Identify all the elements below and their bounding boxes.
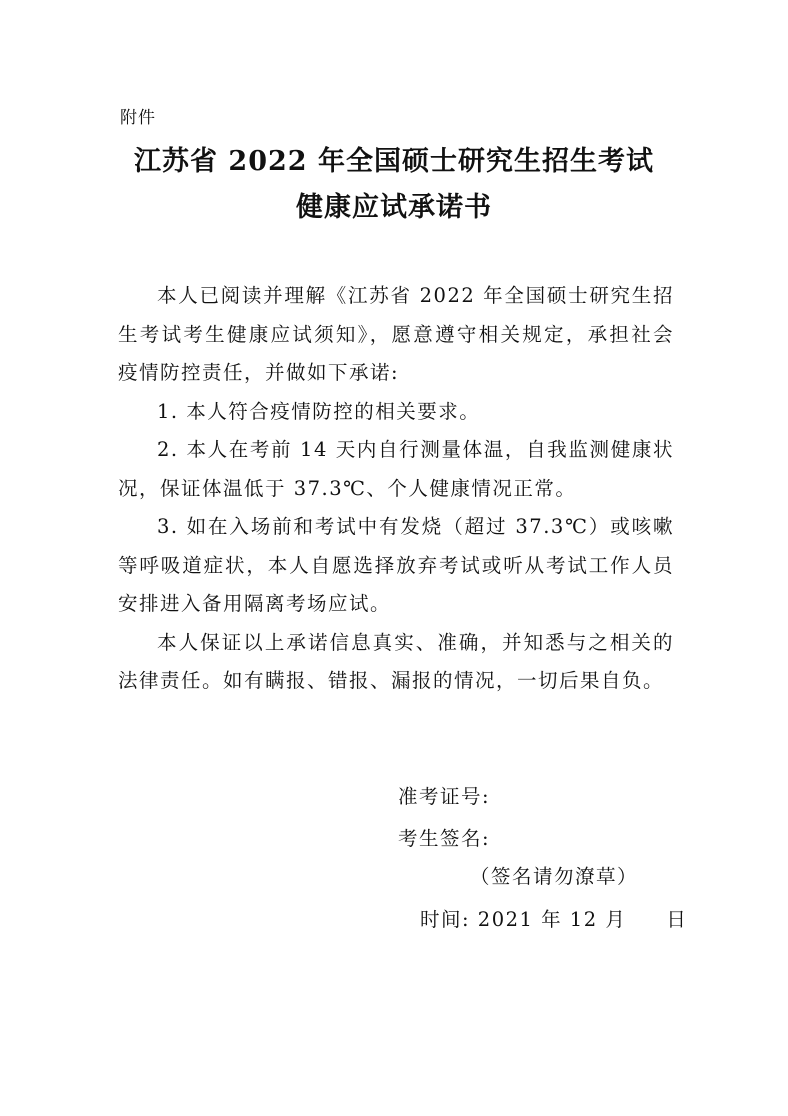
pledge-item-3: 3. 如在入场前和考试中有发烧（超过 37.3℃）或咳嗽等呼吸道症状，本人自愿选择放弃考试或听从考试工作人员安排进入备用隔离考场应试。 <box>118 515 674 615</box>
pledge-body <box>118 277 674 701</box>
title-line-1: 江苏省 2022 年全国硕士研究生招生考试 <box>134 146 654 177</box>
intro-paragraph: 本人已阅读并理解《江苏省 2022 年全国硕士研究生招生考试考生健康应试须知》，愿意遵守相关规定，承担社会疫情防控责任，并做如下承诺: <box>118 284 674 384</box>
attachment-label: 附件 <box>120 108 156 128</box>
signature-note: （签名请勿潦草） <box>470 865 639 888</box>
date-day-unit: 日 <box>666 908 688 931</box>
pledge-item-1: 1. 本人符合疫情防控的相关要求。 <box>157 399 481 423</box>
title-line-2: 健康应试承诺书 <box>296 192 492 223</box>
ticket-number-label: 准考证号: <box>398 785 491 808</box>
date-year-month: 2021 年 12 月 <box>477 908 627 931</box>
date-line <box>420 907 687 933</box>
date-label: 时间: <box>420 908 471 931</box>
pledge-item-2: 2. 本人在考前 14 天内自行测量体温，自我监测健康状况，保证体温低于 37.3℃、个人健康情况正常。 <box>118 438 674 500</box>
closing-paragraph: 本人保证以上承诺信息真实、准确，并知悉与之相关的法律责任。如有瞒报、错报、漏报的情况，一切后果自负。 <box>118 630 674 692</box>
signature-label: 考生签名: <box>398 827 491 850</box>
